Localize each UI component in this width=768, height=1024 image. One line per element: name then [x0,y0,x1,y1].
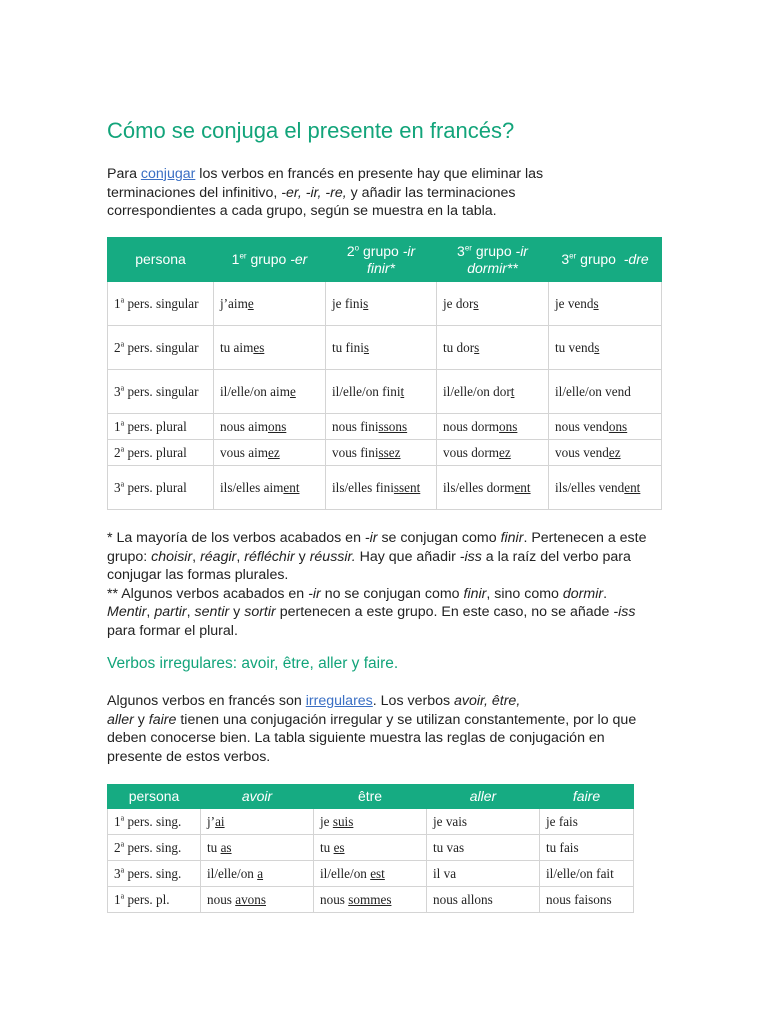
table-cell: vous vendez [549,440,662,466]
table-row [108,440,662,466]
table-cell: ils/elles finissent [326,466,437,510]
table-cell: j’aime [214,282,326,326]
persona-cell: 2$^a$ pers. singular [108,326,214,370]
section-subtitle: Verbos irregulares: avoir, être, aller y faire. [107,655,399,672]
table-cell: ils/elles dorment [437,466,549,510]
table-cell: tu es [314,835,427,861]
persona-cell: 1$^a$ pers. sing. [108,809,201,835]
intro-paragraph [107,165,582,221]
table-cell: j’ai [201,809,314,835]
table-row [108,809,634,835]
table-cell: nous faisons [540,887,634,913]
table-cell: tu vas [427,835,540,861]
table-cell: je finis [326,282,437,326]
table-cell: tu aimes [214,326,326,370]
intro-text: los verbos en francés en presente hay que eliminar las terminaciones del infinitivo, [107,166,544,201]
conjugar-link[interactable]: conjugar [140,166,196,182]
header-group-3-dre: 3er grupo -dre [549,238,662,282]
conjugation-table-irregular [107,784,634,913]
table-row [108,887,634,913]
table-cell: ils/elles vendent [549,466,662,510]
table-cell: je vends [549,282,662,326]
intro-endings: -er, -ir, -re, [281,184,347,201]
table-cell: nous avons [201,887,314,913]
header-verb: avoir [201,785,314,809]
table-cell: il/elle/on aime [214,370,326,414]
table-cell: nous allons [427,887,540,913]
table-cell: je dors [437,282,549,326]
table-cell: il/elle/on est [314,861,427,887]
table-row [108,466,662,510]
conjugation-table-regular [107,237,662,510]
table-row [108,326,662,370]
table-cell: je suis [314,809,427,835]
table-cell: ils/elles aiment [214,466,326,510]
persona-cell: 2$^a$ pers. plural [108,440,214,466]
table-cell: vous finissez [326,440,437,466]
table-cell: il/elle/on dort [437,370,549,414]
table-cell: vous aimez [214,440,326,466]
intro-text: y añadir las terminaciones correspondientes a cada grupo, según se muestra en la tabla. [107,184,516,219]
table-cell: tu as [201,835,314,861]
table-cell: tu dors [437,326,549,370]
irregulares-link[interactable]: irregulares [305,693,373,709]
table-header-row [108,238,662,282]
persona-cell: 3$^a$ pers. plural [108,466,214,510]
table-cell: il/elle/on vend [549,370,662,414]
table-cell: nous finissons [326,414,437,440]
table-cell: nous vendons [549,414,662,440]
persona-cell: 1$^a$ pers. plural [108,414,214,440]
persona-cell: 3$^a$ pers. sing. [108,861,201,887]
table-cell: nous aimons [214,414,326,440]
header-group-2: 2$^o$ grupo -ir finir* [326,238,437,282]
table-row [108,282,662,326]
header-verb: aller [427,785,540,809]
table-cell: il va [427,861,540,887]
table-cell: tu finis [326,326,437,370]
header-persona: persona [108,238,214,282]
table-cell: il/elle/on finit [326,370,437,414]
table-cell: nous sommes [314,887,427,913]
page-title: Cómo se conjuga el presente en francés? [107,118,515,143]
intro-text: Para [107,166,141,182]
persona-cell: 1$^a$ pers. pl. [108,887,201,913]
footnotes: * La mayoría de los verbos acabados en -ir se conjugan como finir. Pertenecen a este grupo: choisir, réagir, réfléchir y réussir. Hay que añadir -iss a la raíz del verbo para conjugar las formas plurales. ** Algunos verbos acabados en -ir no se conjugan como finir, sino como dormir. Mentir, partir, sentir y sortir pertenecen a este grupo. En este caso, no se añade -iss para formar el plural. [107,530,647,639]
header-group-3-ir: 3er grupo -ir dormir** [437,238,549,282]
table-cell: vous dormez [437,440,549,466]
table-header-row [108,785,634,809]
table-row [108,370,662,414]
header-verb: être [314,785,427,809]
table-row [108,835,634,861]
table-cell: tu fais [540,835,634,861]
header-verb: faire [540,785,634,809]
table-cell: il/elle/on a [201,861,314,887]
irregular-paragraph: Algunos verbos en francés son irregulares. Los verbos avoir, être, aller y faire tienen una conjugación irregular y se utilizan constantemente, por lo que deben conocerse bien. La tabla siguiente muestra las reglas de conjugación en presente de estos verbos. [107,693,637,765]
header-persona: persona [108,785,201,809]
table-cell: tu vends [549,326,662,370]
table-cell: je vais [427,809,540,835]
table-cell: nous dormons [437,414,549,440]
header-group-1: 1er grupo -er [214,238,326,282]
table-row [108,414,662,440]
persona-cell: 1$^a$ pers. singular [108,282,214,326]
table-row [108,861,634,887]
table-cell: il/elle/on fait [540,861,634,887]
table-cell: je fais [540,809,634,835]
persona-cell: 3$^a$ pers. singular [108,370,214,414]
persona-cell: 2$^a$ pers. sing. [108,835,201,861]
